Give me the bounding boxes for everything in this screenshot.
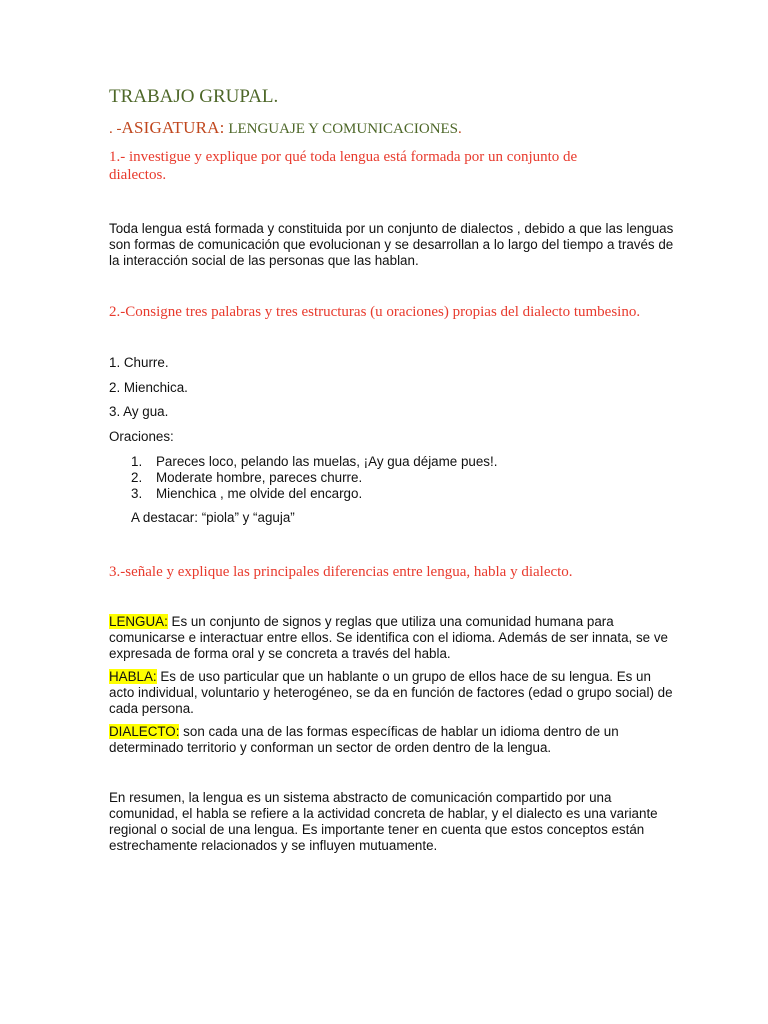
sentence-number: 2. [131, 469, 143, 485]
lengua-definition-line-3: expresada de forma oral y se concreta a través del habla. [109, 646, 451, 661]
question-3: 3.-señale y explique las principales diferencias entre lengua, habla y dialecto. [109, 564, 573, 580]
subject-prefix: . - [109, 121, 122, 137]
lengua-definition-start: Es un conjunto de signos y reglas que utiliza una comunidad humana para [167, 614, 614, 629]
document-title: TRABAJO GRUPAL. [109, 86, 279, 107]
question-1-line-1: 1.- investigue y explique por qué toda lengua está formada por un conjunto de [109, 149, 578, 165]
answer-1-line-2: son formas de comunicación que evolucionan y se desarrollan a lo largo del tiempo a través de [109, 237, 674, 252]
summary-line-1: En resumen, la lengua es un sistema abstracto de comunicación compartido por una [109, 790, 612, 805]
subject-label: ASIGATURA: [121, 118, 225, 137]
habla-term: HABLA: [109, 669, 157, 684]
answer-1-line-1: Toda lengua está formada y constituida por un conjunto de dialectos , debido a que las lenguas [109, 221, 674, 236]
word-item-1: 1. Churre. [109, 355, 169, 370]
dialecto-definition-line-1 [109, 724, 619, 740]
summary-line-3: regional o social de una lengua. Es importante tener en cuenta que estos conceptos están [109, 822, 645, 837]
sentences-label: Oraciones: [109, 429, 174, 444]
sentence-text: Mienchica , me olvide del encargo. [156, 485, 363, 501]
sentence-item-3 [131, 486, 497, 502]
lengua-definition-line-1 [109, 614, 614, 630]
word-item-3: 3. Ay gua. [109, 404, 169, 419]
lengua-definition-line-2: comunicarse e interactuar entre ellos. Se identifica con el idioma. Además de ser innata, se ve [109, 630, 668, 645]
habla-definition-start: Es de uso particular que un hablante o un grupo de ellos hace de su lengua. Es un [156, 669, 651, 684]
sentence-text: Pareces loco, pelando las muelas, ¡Ay gua déjame pues!. [156, 454, 498, 469]
highlight-note: A destacar: “piola” y “aguja” [131, 510, 295, 525]
dialecto-term: DIALECTO: [109, 724, 180, 739]
question-2: 2.-Consigne tres palabras y tres estructuras (u oraciones) propias del dialecto tumbesino. [109, 304, 641, 320]
subject-line [109, 118, 462, 138]
summary-line-4: estrechamente relacionados y se influyen mutuamente. [109, 838, 438, 853]
lengua-term: LENGUA: [109, 614, 168, 629]
sentence-text: Moderate hombre, pareces churre. [156, 469, 363, 485]
sentence-item-1 [131, 454, 497, 470]
summary-line-2: comunidad, el habla se refiere a la actividad concreta de hablar, y el dialecto es una variante [109, 806, 658, 821]
question-1-line-2: dialectos. [109, 167, 167, 183]
habla-definition-line-2: acto individual, voluntario y heterogéneo, se da en función de factores (edad o grupo social) de [109, 685, 673, 700]
answer-1-line-3: la interacción social de las personas que las hablan. [109, 253, 419, 268]
sentence-number: 1. [131, 454, 143, 469]
sentence-number: 3. [131, 485, 143, 501]
subject-text: LENGUAJE Y COMUNICACIONES [228, 121, 459, 137]
sentence-item-2 [131, 470, 497, 486]
subject-suffix: . [458, 121, 462, 137]
sentences-list [131, 454, 497, 501]
habla-definition-line-3: cada persona. [109, 701, 194, 716]
word-item-2: 2. Mienchica. [109, 380, 188, 395]
dialecto-definition-start: son cada una de las formas específicas de hablar un idioma dentro de un [179, 724, 619, 739]
habla-definition-line-1 [109, 669, 651, 685]
dialecto-definition-line-2: determinado territorio y conforman un sector de orden dentro de la lengua. [109, 740, 552, 755]
